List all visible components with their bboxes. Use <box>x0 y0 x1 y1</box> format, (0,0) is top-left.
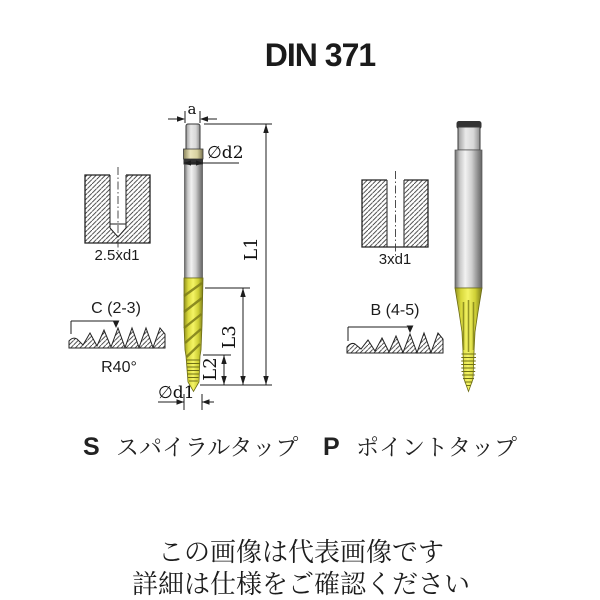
dim-label-L2: L2 <box>200 357 221 381</box>
dim-label-L3: L3 <box>219 325 240 349</box>
dim-a <box>168 100 217 123</box>
blind-hole-depth-label: 2.5xd1 <box>94 247 140 264</box>
spiral-tap-illustration <box>184 124 204 392</box>
dim-label-d2: ∅d2 <box>207 143 244 163</box>
chamfer-detail-point <box>347 302 443 353</box>
point-tap-figure <box>323 121 517 461</box>
gold-collar <box>184 149 204 159</box>
dim-label-L1: L1 <box>241 237 262 261</box>
square-drive-head <box>458 127 480 150</box>
section-view-blind-hole <box>85 167 150 264</box>
type-name-spiral: スパイラルタップ <box>116 434 299 460</box>
thread-profile <box>347 333 443 353</box>
dim-label-a: a <box>187 100 197 118</box>
tap-type-label-point <box>323 433 517 461</box>
tap-shank <box>185 165 203 279</box>
rake-angle-label: R40° <box>101 359 137 376</box>
dim-d1 <box>158 383 214 410</box>
tap-shank <box>455 150 482 288</box>
drawing-title: DIN 371 <box>264 37 376 73</box>
point-tap-illustration <box>455 121 482 392</box>
tap-type-label-spiral <box>83 433 298 461</box>
thread-ridges <box>187 360 201 381</box>
chamfer-length-label: B (4-5) <box>370 302 420 319</box>
chamfer-length-label: C (2-3) <box>91 300 141 317</box>
chamfer-detail-spiral <box>69 300 165 376</box>
type-prefix-s: S <box>83 433 100 461</box>
dim-L2 <box>200 355 272 385</box>
type-name-point: ポイントタップ <box>356 434 517 460</box>
spiral-tap-figure <box>69 100 298 461</box>
section-view-through-hole <box>362 171 428 268</box>
square-drive-head <box>186 124 200 151</box>
through-hole-depth-label: 3xd1 <box>378 251 412 268</box>
footer-note-line1: この画像は代表画像です <box>157 537 445 567</box>
thread-profile <box>69 328 165 348</box>
footer-note-line2: 詳細は仕様をご確認ください <box>131 569 471 599</box>
footer-note <box>132 537 470 599</box>
dim-label-d1: ∅d1 <box>158 383 195 403</box>
type-prefix-p: P <box>323 433 340 461</box>
